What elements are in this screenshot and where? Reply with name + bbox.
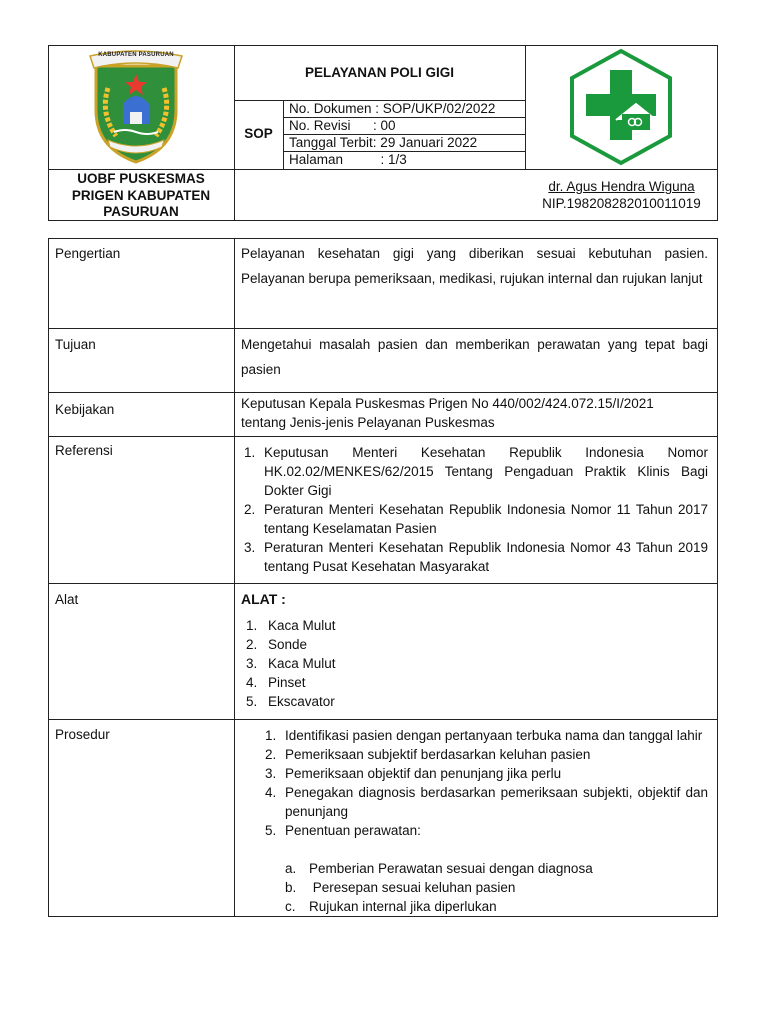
header-divider [525, 45, 526, 169]
doc-number: No. Dokumen : SOP/UKP/02/2022 [289, 101, 496, 116]
list-item: 5. Penentuan perawatan: [265, 823, 421, 838]
row-label-referensi: Referensi [55, 443, 113, 458]
org-name-line: PASURUAN [103, 204, 179, 219]
sub-list-item: b. Peresepan sesuai keluhan pasien [285, 880, 516, 895]
page-number: Halaman : 1/3 [289, 152, 407, 167]
list-item: 1. Keputusan Menteri Kesehatan Republik Indonesia Nomor HK.02.02/MENKES/62/2015 Tentang Pengaduan Praktik Klinis Bagi Dokter Gigi [244, 445, 708, 498]
list-item: 1. Kaca Mulut [246, 618, 336, 633]
signer-block [525, 178, 718, 212]
referensi-list [236, 443, 708, 576]
revision-number: No. Revisi : 00 [289, 118, 396, 133]
kebijakan-line: tentang Jenis-jenis Pelayanan Puskesmas [241, 415, 495, 430]
alat-list [238, 616, 538, 711]
org-name-line: UOBF PUSKESMAS [77, 171, 205, 186]
tujuan-text: Mengetahui masalah pasien dan memberikan perawatan yang tepat bagi pasien [241, 337, 708, 377]
kebijakan-line: Keputusan Kepala Puskesmas Prigen No 440/002/424.072.15/I/2021 [241, 396, 654, 411]
row-label-tujuan: Tujuan [55, 337, 96, 352]
alat-heading: ALAT : [241, 591, 286, 607]
content-column-divider [234, 238, 235, 917]
puskesmas-logo [566, 48, 676, 166]
signer-nip: NIP.198208282010011019 [542, 196, 701, 211]
header-divider [48, 169, 718, 170]
kebijakan-text [241, 394, 708, 432]
list-item: 2. Pemeriksaan subjektif berdasarkan keluhan pasien [265, 747, 591, 762]
row-label-kebijakan: Kebijakan [55, 402, 115, 417]
row-divider [48, 583, 718, 584]
prosedur-list [257, 726, 708, 840]
sop-label: SOP [244, 126, 273, 141]
signer-name: dr. Agus Hendra Wiguna [548, 179, 695, 194]
row-label-pengertian: Pengertian [55, 246, 121, 261]
list-item: 3. Peraturan Menteri Kesehatan Republik Indonesia Nomor 43 Tahun 2019 tentang Pusat Kesehatan Masyarakat [244, 540, 708, 574]
list-item: 5. Ekscavator [246, 694, 335, 709]
pengertian-text: Pelayanan kesehatan gigi yang diberikan sesuai kebutuhan pasien. Pelayanan berupa pemeriksaan, medikasi, rujukan internal dan rujukan lanjut [241, 246, 708, 286]
list-item: 2. Peraturan Menteri Kesehatan Republik Indonesia Nomor 11 Tahun 2017 tentang Keselamatan Pasien [244, 502, 708, 536]
row-divider [48, 719, 718, 720]
row-label-prosedur: Prosedur [55, 727, 110, 742]
sub-list-item: a. Pemberian Perawatan sesuai dengan diagnosa [285, 861, 593, 876]
document-title: PELAYANAN POLI GIGI [304, 65, 455, 80]
list-item: 4. Penegakan diagnosis berdasarkan pemeriksaan subjekti, objektif dan penunjang [265, 785, 708, 819]
list-item: 2. Sonde [246, 637, 308, 652]
row-divider [48, 436, 718, 437]
org-name [48, 171, 234, 221]
row-label-alat: Alat [55, 592, 79, 607]
crest-banner-text: KABUPATEN PASURUAN [98, 52, 174, 58]
list-item: 3. Pemeriksaan objektif dan penunjang jika perlu [265, 766, 562, 781]
row-divider [48, 392, 718, 393]
regency-crest-logo [86, 48, 186, 166]
org-name-line: PRIGEN KABUPATEN [71, 187, 211, 203]
row-divider [48, 328, 718, 329]
issue-date: Tanggal Terbit: 29 Januari 2022 [289, 135, 478, 150]
list-item: 1. Identifikasi pasien dengan pertanyaan terbuka nama dan tanggal lahir [265, 728, 703, 743]
prosedur-sublist [285, 859, 705, 916]
list-item: 3. Kaca Mulut [246, 656, 336, 671]
sub-list-item: c. Rujukan internal jika diperlukan [285, 899, 497, 914]
list-item: 4. Pinset [246, 675, 306, 690]
